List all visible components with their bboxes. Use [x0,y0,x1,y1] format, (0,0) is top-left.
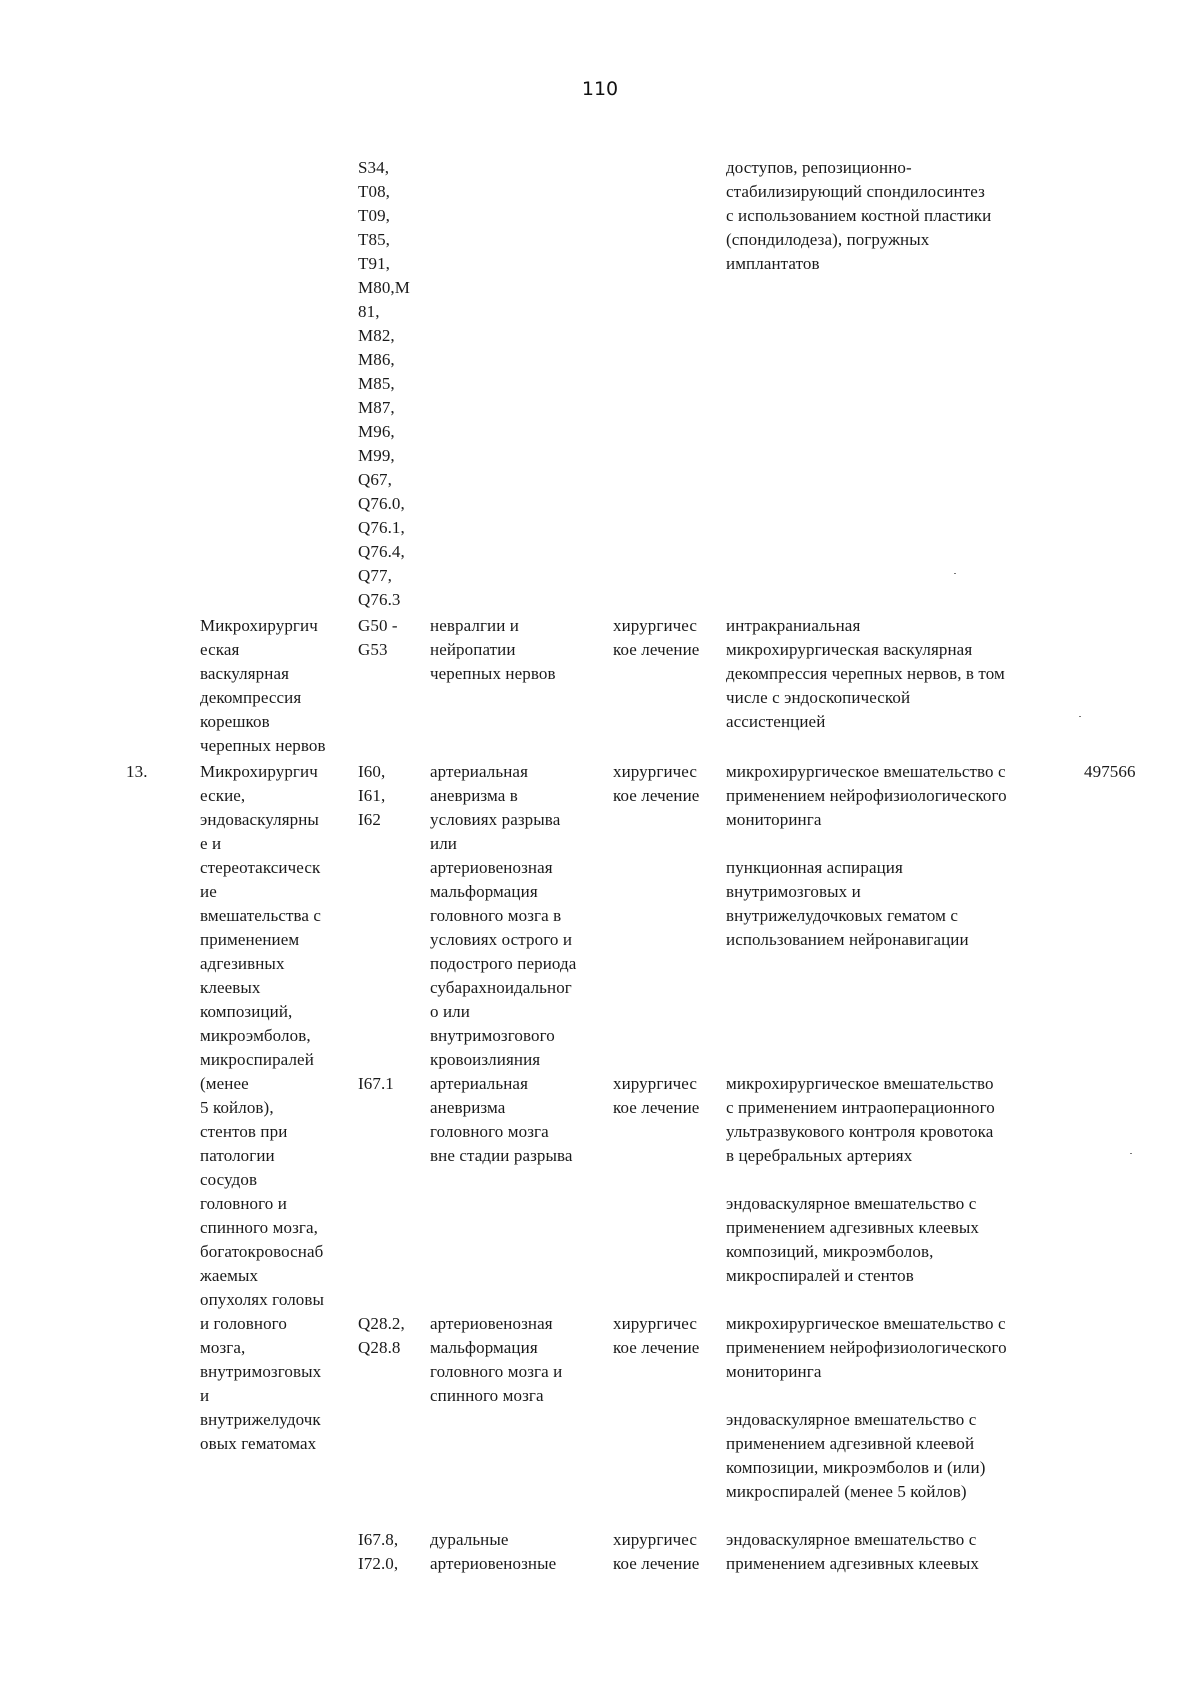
text-line: (спондилодеза), погружных [726,230,930,249]
text-line: клеевых [200,978,261,997]
text-line: эндоваскулярны [200,810,319,829]
text-line: внутрижелудочковых гематом с [726,906,958,925]
text-line: микроспиралей и стентов [726,1266,914,1285]
text-line: черепных нервов [430,664,556,683]
text-line: I60, [358,762,386,781]
text-line: адгезивных [200,954,285,973]
text-line: T85, [358,230,391,249]
text-line: композиций, микроэмболов, [726,1242,934,1261]
text-line: хирургичес [613,616,698,635]
text-line: Q28.8 [358,1338,401,1357]
text-line: M99, [358,446,395,465]
text-line: G53 [358,640,388,659]
text-line: головного мозга в [430,906,562,925]
text-line: Q67, [358,470,392,489]
text-line: доступов, репозиционно- [726,158,912,177]
text-line: I62 [358,810,381,829]
text-line: артериовенозная [430,858,553,877]
text-line: Микрохирургич [200,762,318,781]
text-line: интракраниальная [726,616,861,635]
text-line: аневризма [430,1098,506,1117]
text-line: композиции, микроэмболов и (или) [726,1458,986,1477]
text-line: применением нейрофизиологического [726,1338,1007,1357]
text-line: богатокровоснаб [200,1242,324,1261]
text-line: Q76.3 [358,590,401,609]
text-line: T91, [358,254,391,273]
text-line: или [430,834,457,853]
text-line: головного мозга [430,1122,549,1141]
text-line: хирургичес [613,1314,698,1333]
text-line: васкулярная [200,664,290,683]
scan-speck [954,573,956,574]
text-line: применением адгезивной клеевой [726,1434,975,1453]
text-line: I67.1 [358,1074,394,1093]
text-line: хирургичес [613,762,698,781]
text-line: I72.0, [358,1554,399,1573]
text-line: M96, [358,422,395,441]
text-line: M82, [358,326,395,345]
text-line: S34, [358,158,390,177]
text-line: артериальная [430,762,528,781]
text-line: микрохирургическая васкулярная [726,640,973,659]
text-line: овых гематомах [200,1434,317,1453]
text-line: внутримозговых [200,1362,322,1381]
text-line: Q76.4, [358,542,405,561]
text-line: Q28.2, [358,1314,405,1333]
text-line: числе с эндоскопической [726,688,911,707]
text-line: спинного мозга, [200,1218,318,1237]
text-line: эндоваскулярное вмешательство с [726,1194,977,1213]
text-line: в церебральных артериях [726,1146,913,1165]
text-line: мозга, [200,1338,246,1357]
text-line: 13. [126,762,148,781]
text-line: декомпрессия [200,688,302,707]
text-line: кое лечение [613,1554,700,1573]
text-line: о или [430,1002,470,1021]
text-line: микроспиралей [200,1050,314,1069]
text-line: микроспиралей (менее 5 койлов) [726,1482,967,1501]
text-line: стабилизирующий спондилосинтез [726,182,985,201]
text-line: Q76.0, [358,494,405,513]
text-line: применением нейрофизиологического [726,786,1007,805]
text-line: и [200,1386,210,1405]
text-line: субарахноидальног [430,978,572,997]
text-line: с использованием костной пластики [726,206,992,225]
text-line: артериовенозные [430,1554,557,1573]
text-line: кровоизлияния [430,1050,541,1069]
scan-speck [1079,716,1081,717]
text-line: вмешательства с [200,906,322,925]
text-line: сосудов [200,1170,258,1189]
text-line: применением адгезивных клеевых [726,1218,979,1237]
text-line: применением [200,930,300,949]
text-line: подострого периода [430,954,577,973]
text-line: микрохирургическое вмешательство с [726,1314,1006,1333]
text-line: M86, [358,350,395,369]
text-line: Q77, [358,566,392,585]
text-line: жаемых [200,1266,259,1285]
text-line: M87, [358,398,395,417]
text-line: M85, [358,374,395,393]
text-line: спинного мозга [430,1386,544,1405]
text-line: вне стадии разрыва [430,1146,573,1165]
text-line: условиях острого и [430,930,573,949]
text-line: стереотаксическ [200,858,321,877]
text-line: е и [200,834,222,853]
text-line: черепных нервов [200,736,326,755]
text-line: микроэмболов, [200,1026,311,1045]
text-line: нейропатии [430,640,516,659]
text-line: I61, [358,786,386,805]
text-line: ие [200,882,217,901]
text-line: T08, [358,182,391,201]
text-line: пункционная аспирация [726,858,903,877]
text-line: хирургичес [613,1530,698,1549]
text-line: Микрохирургич [200,616,318,635]
text-line: 497566 [1084,762,1136,781]
text-line: ультразвукового контроля кровотока [726,1122,994,1141]
text-line: применением адгезивных клеевых [726,1554,979,1573]
text-line: кое лечение [613,786,700,805]
text-line: корешков [200,712,270,731]
text-line: M80,M [358,278,410,297]
text-line: опухолях головы [200,1290,325,1309]
text-line: 81, [358,302,380,321]
text-line: (менее [200,1074,249,1093]
text-line: композиций, [200,1002,293,1021]
text-line: внутримозговых и [726,882,861,901]
text-line: мониторинга [726,810,822,829]
text-line: внутримозгового [430,1026,555,1045]
text-line: внутрижелудочк [200,1410,321,1429]
text-line: имплантатов [726,254,820,273]
text-line: I67.8, [358,1530,399,1549]
text-line: кое лечение [613,1338,700,1357]
text-line: условиях разрыва [430,810,561,829]
text-line: ассистенцией [726,712,826,731]
text-line: артериальная [430,1074,528,1093]
text-line: патологии [200,1146,275,1165]
text-line: хирургичес [613,1074,698,1093]
text-line: еская [200,640,240,659]
text-line: G50 - [358,616,398,635]
text-line: головного мозга и [430,1362,563,1381]
text-line: артериовенозная [430,1314,553,1333]
text-line: кое лечение [613,1098,700,1117]
text-line: мальформация [430,882,538,901]
text-line: мальформация [430,1338,538,1357]
text-line: микрохирургическое вмешательство с [726,762,1006,781]
text-line: головного и [200,1194,287,1213]
text-line: эндоваскулярное вмешательство с [726,1530,977,1549]
text-line: декомпрессия черепных нервов, в том [726,664,1005,683]
text-line: и головного [200,1314,287,1333]
text-line: аневризма в [430,786,518,805]
text-line: кое лечение [613,640,700,659]
page-number: 110 [581,78,619,100]
scan-speck [1130,1153,1132,1154]
text-line: с применением интраоперационного [726,1098,995,1117]
text-line: эндоваскулярное вмешательство с [726,1410,977,1429]
text-line: использованием нейронавигации [726,930,969,949]
text-line: 5 койлов), [200,1098,274,1117]
text-line: микрохирургическое вмешательство [726,1074,994,1093]
text-line: невралгии и [430,616,519,635]
text-line: дуральные [430,1530,509,1549]
text-line: T09, [358,206,391,225]
text-line: еские, [200,786,246,805]
text-line: стентов при [200,1122,288,1141]
text-line: мониторинга [726,1362,822,1381]
text-line: Q76.1, [358,518,405,537]
